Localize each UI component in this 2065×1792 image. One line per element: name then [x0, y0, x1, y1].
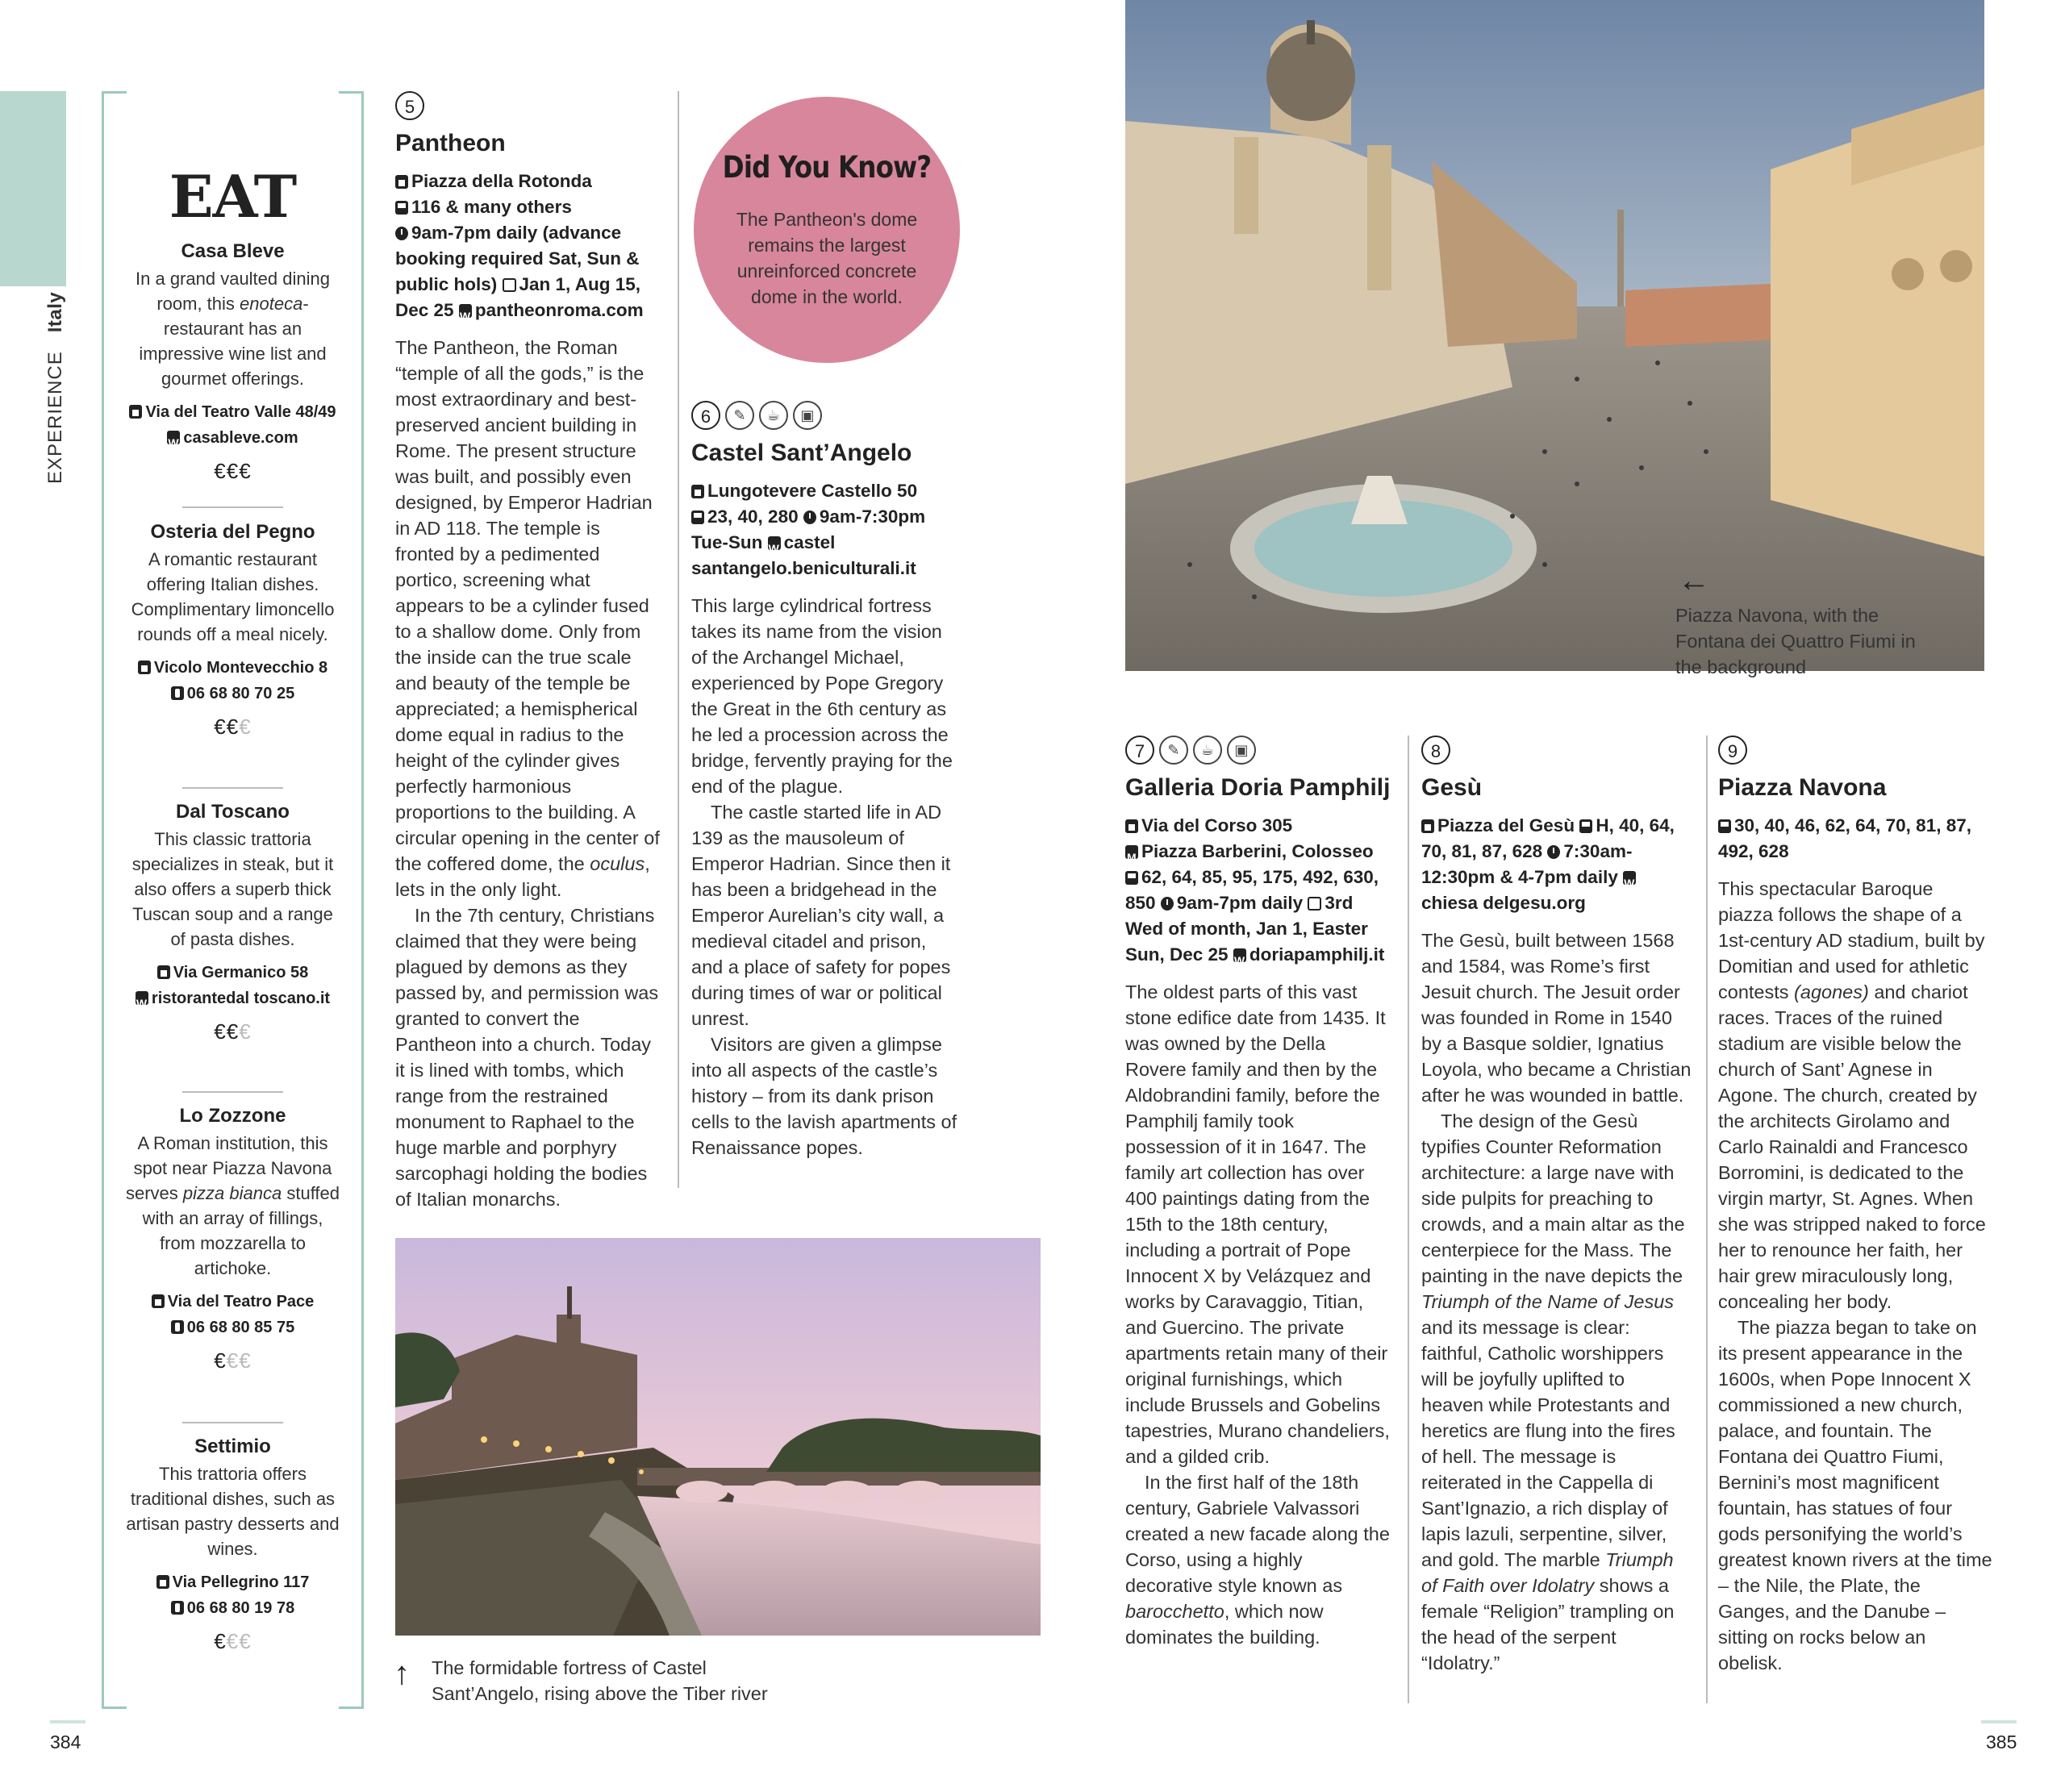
bus-icon [1125, 871, 1138, 885]
clock-icon [395, 227, 408, 240]
phone-icon [171, 1320, 184, 1334]
restaurant-lo-zozzone [126, 1105, 340, 1373]
restaurant-link[interactable]: casableve.com [183, 429, 298, 447]
sight-piazza-navona [1718, 736, 1992, 1676]
web-icon [1623, 871, 1636, 885]
sight-castel-santangelo [691, 401, 962, 1161]
restaurant-desc: This classic trattoria specializes in steak, but it also offers a superb thick Tuscan soup and a range of pasta dishes. [131, 829, 334, 949]
sight-title: Pantheon [395, 130, 506, 156]
price-rating: €€€ [214, 1348, 252, 1373]
restaurant-desc: In a grand vaulted dining room, this enoteca-restaurant has an impressive wine list and gourmet offerings. [136, 269, 330, 389]
navona-photo-art [1125, 0, 1984, 671]
web-icon [136, 991, 148, 1005]
dyk-text: The Pantheon's dome remains the largest unreinforced concrete dome in the world. [736, 209, 918, 307]
price-rating: €€€ [214, 1019, 252, 1044]
sight-info: Via del Corso 305 MPiazza Barberini, Colosseo 62, 64, 85, 95, 175, 492, 630, 850 9am-7pm daily 3rd Wed of month, Jan 1, Easter Sun, Dec 25 W doriapamphilj.it [1125, 813, 1391, 968]
sight-title: Galleria Doria Pamphilj [1125, 774, 1391, 801]
sight-link[interactable]: doriapamphilj.it [1249, 944, 1385, 965]
castel-photo-art [395, 1238, 1041, 1636]
sight-info: Lungotevere Castello 50 23, 40, 280 9am-7:30pm Tue-Sun W castel santangelo.beniculturali.it [691, 478, 962, 581]
sight-number: 6 [691, 401, 720, 430]
divider [182, 506, 283, 508]
address-icon [157, 965, 170, 979]
bus-icon [1579, 819, 1592, 833]
ticket-icon: ✎ [725, 401, 754, 430]
sight-number: 8 [1421, 736, 1450, 765]
sight-number: 5 [395, 91, 424, 120]
restaurant-desc: A Roman institution, this spot near Piazza Navona serves pizza bianca stuffed with an array of fillings, from mozzarella to artichoke. [126, 1133, 340, 1278]
address-icon [1125, 819, 1138, 833]
ticket-icon: ✎ [1159, 736, 1188, 765]
sight-title: Piazza Navona [1718, 774, 1887, 801]
restaurant-desc: This trattoria offers traditional dishes, such as artisan pastry desserts and wines. [126, 1464, 340, 1559]
sight-title: Gesù [1421, 774, 1483, 801]
phone-icon [171, 1601, 184, 1615]
closed-icon [1308, 897, 1321, 911]
address-icon [691, 485, 704, 498]
restaurant-settimio [126, 1436, 340, 1654]
castel-caption: The formidable fortress of Castel Sant’Angelo, rising above the Tiber river [432, 1657, 768, 1704]
country-name: Italy [44, 291, 66, 333]
bracket-left [102, 91, 127, 1709]
sight-title: Castel Sant’Angelo [691, 440, 912, 466]
bus-icon [1718, 819, 1731, 833]
sight-link[interactable]: castel santangelo.beniculturali.it [691, 532, 916, 578]
clock-icon [803, 511, 816, 524]
sight-body: This large cylindrical fortress takes its name from the vision of the Archangel Michael, experienced by Pope Gregory the Great in the 6th century as he led a procession across the bridge, fervently praying for the end of the plague. The castle started life in AD 139 as the mausoleum of Emperor Hadrian. Since then it has been a bridgehead in the Emperor Aurelian’s city wall, a medieval citadel and prison, and a place of safety for popes during times of war or political unrest. Visitors are given a glimpse into all aspects of the castle’s history – from its dank prison cells to the lavish apartments of Renaissance popes. [691, 595, 957, 1158]
price-rating: €€€ [214, 459, 252, 483]
restaurant-casa-bleve [126, 240, 340, 484]
restaurant-name: Dal Toscano [176, 801, 290, 823]
phone-icon [171, 686, 184, 700]
sight-info: Piazza del Gesù H, 40, 64, 70, 81, 87, 628 7:30am-12:30pm & 4-7pm daily Wchiesa delgesu.org [1421, 813, 1692, 916]
sight-number: 7 [1125, 736, 1154, 765]
column-rule [1408, 736, 1409, 1703]
closed-icon [503, 278, 516, 292]
sight-info: Piazza della Rotonda 116 & many others 9am-7pm daily (advance booking required Sat, Sun & public hols) Jan 1, Aug 15, Dec 25 W pantheonroma.com [395, 169, 661, 323]
restaurant-name: Osteria del Pegno [150, 521, 315, 543]
divider [182, 787, 283, 789]
piazza-navona-photo [1125, 0, 1984, 671]
sight-galleria-doria-pamphilj [1125, 736, 1391, 1650]
restaurant-osteria-del-pegno [126, 521, 340, 740]
restaurant-name: Settimio [194, 1436, 271, 1457]
eat-title: EAT [169, 162, 297, 231]
section-name: EXPERIENCE [44, 351, 66, 484]
castel-santangelo-photo [395, 1238, 1041, 1636]
address-icon [1421, 819, 1434, 833]
restaurant-info: Via del Teatro Valle 48/49 Wcasableve.com [126, 399, 340, 451]
sight-link[interactable]: chiesa delgesu.org [1421, 893, 1586, 913]
sight-body: This spectacular Baroque piazza follows the shape of a 1st-century AD stadium, built by Domitian and used for athletic contests (agones) and chariot races. Traces of the ruined stadium are visible below the church of Sant’ Agnese in Agone. The church, created by the architects Girolamo and Carlo Rainaldi and Francesco Borromini, is dedicated to the virgin martyr, St. Agnes. When she was stripped naked to force her to renounce her faith, her hair grew miraculously long, concealing her body. The piazza began to take on its present appearance in the 1600s, when Pope Innocent X commissioned a new church, palace, and fountain. The Fontana dei Quattro Fiumi, Bernini’s most magnificent fountain, has statues of four gods personifying the world’s greatest known rivers at the time – the Nile, the Plate, the Ganges, and the Danube – sitting on rocks below an obelisk. [1718, 878, 1992, 1673]
address-icon [138, 661, 151, 674]
bracket-right [339, 91, 364, 1709]
section-tab [0, 91, 66, 286]
clock-icon [1161, 897, 1174, 911]
address-icon [156, 1575, 169, 1589]
clock-icon [1547, 845, 1560, 859]
sight-body: The Pantheon, the Roman “temple of all the gods,” is the most extraordinary and best-preserved ancient building in Rome. The present structure was built, and possibly even designed, by Emperor Hadrian in AD 118. The temple is fronted by a pedimented portico, screening what appears to be a cylinder fused to a shallow dome. Only from the inside can the true scale and beauty of the temple be appreciated; a hemispherical dome equal in radius to the height of the cylinder gives perfectly harmonious proportions to the building. A circular opening in the center of the coffered dome, the oculus, lets in the only light. In the 7th century, Christians claimed that they were being plagued by demons as they passed by, and permission was granted to convert the Pantheon into a church. Today it is lined with tombs, which range from the restrained monument to Raphael to the huge marble and porphyry sarcophagi holding the bodies of Italian monarchs. [395, 337, 660, 1210]
did-you-know-badge [694, 97, 960, 363]
sight-gesu [1421, 736, 1692, 1676]
divider [182, 1422, 283, 1423]
divider [182, 1091, 283, 1093]
restaurant-link[interactable]: ristorantedal toscano.it [151, 990, 331, 1007]
web-icon [167, 431, 180, 444]
bus-icon [395, 201, 408, 215]
cafe-icon: ☕ [1193, 736, 1222, 765]
dyk-title: Did You Know? [722, 150, 932, 185]
restaurant-info: Via Germanico 58 Wristorantedal toscano.it [126, 960, 340, 1011]
arrow-left-icon: ← [1678, 563, 1710, 598]
web-icon [459, 304, 472, 318]
sight-body: The oldest parts of this vast stone edifice date from 1435. It was owned by the Della Rovere family and then by the Aldobrandini family, before the Pamphilj family took possession of it in 1647. The family art collection has over 400 paintings dating from the 15th to the 18th century, including a portrait of Pope Innocent X by Velázquez and works by Caravaggio, Titian, and Guercino. The private apartments retain many of their original furnishings, which include Brussels and Gobelins tapestries, Murano chandeliers, and a gilded crib. In the first half of the 18th century, Gabriele Valvassori created a new facade along the Corso, using a highly decorative style known as barocchetto, which now dominates the building. [1125, 981, 1390, 1648]
sight-number: 9 [1718, 736, 1747, 765]
column-rule [1706, 736, 1708, 1703]
address-icon [129, 405, 142, 419]
sight-pantheon [395, 91, 661, 1212]
price-rating: €€€ [214, 1629, 252, 1653]
restaurant-info: Via del Teatro Pace 06 68 80 85 75 [126, 1289, 340, 1340]
column-rule [678, 91, 679, 1188]
cafe-icon: ☕ [759, 401, 788, 430]
shop-icon: ▣ [1227, 736, 1256, 765]
restaurant-name: Lo Zozzone [179, 1105, 286, 1127]
address-icon [152, 1294, 165, 1308]
web-icon [1233, 948, 1246, 962]
restaurant-desc: A romantic restaurant offering Italian dishes. Complimentary limoncello rounds off a meal nicely. [131, 549, 335, 644]
restaurant-name: Casa Bleve [181, 240, 285, 262]
address-icon [395, 175, 408, 189]
sight-body: The Gesù, built between 1568 and 1584, was Rome’s first Jesuit church. The Jesuit order was founded in Rome in 1540 by a Basque soldier, Ignatius Loyola, who became a Christian after he was wounded in battle. The design of the Gesù typifies Counter Reformation architecture: a large nave with side pulpits for preaching to crowds, and a main altar as the centerpiece for the Mass. The painting in the nave depicts the Triumph of the Name of Jesus and its message is clear: faithful, Catholic worshippers will be joyfully uplifted to heaven while Protestants and heretics are flung into the fires of hell. The message is reiterated in the Cappella di Sant’Ignazio, a rich display of lapis lazuli, serpentine, silver, and gold. The marble Triumph of Faith over Idolatry shows a female “Religion” trampling on the head of the serpent “Idolatry.” [1421, 930, 1692, 1673]
metro-icon [1125, 845, 1138, 859]
web-icon [768, 536, 781, 550]
eat-sidebar [102, 91, 364, 1704]
bus-icon [691, 511, 704, 524]
navona-caption: Piazza Navona, with the Fontana dei Quattro Fiumi in the background [1675, 605, 1916, 677]
arrow-up-icon: ↑ [394, 1656, 410, 1691]
price-rating: €€€ [214, 715, 252, 739]
shop-icon: ▣ [793, 401, 822, 430]
restaurant-info: Via Pellegrino 117 06 68 80 19 78 [126, 1569, 340, 1621]
sight-info: 30, 40, 46, 62, 64, 70, 81, 87, 492, 628 [1718, 815, 1971, 861]
page-number-right: 385 [1986, 1732, 2017, 1752]
restaurant-dal-toscano [126, 801, 340, 1044]
sight-link[interactable]: pantheonroma.com [474, 300, 644, 320]
page-number-left: 384 [50, 1732, 81, 1752]
restaurant-info: Vicolo Montevecchio 8 06 68 80 70 25 [126, 655, 340, 706]
